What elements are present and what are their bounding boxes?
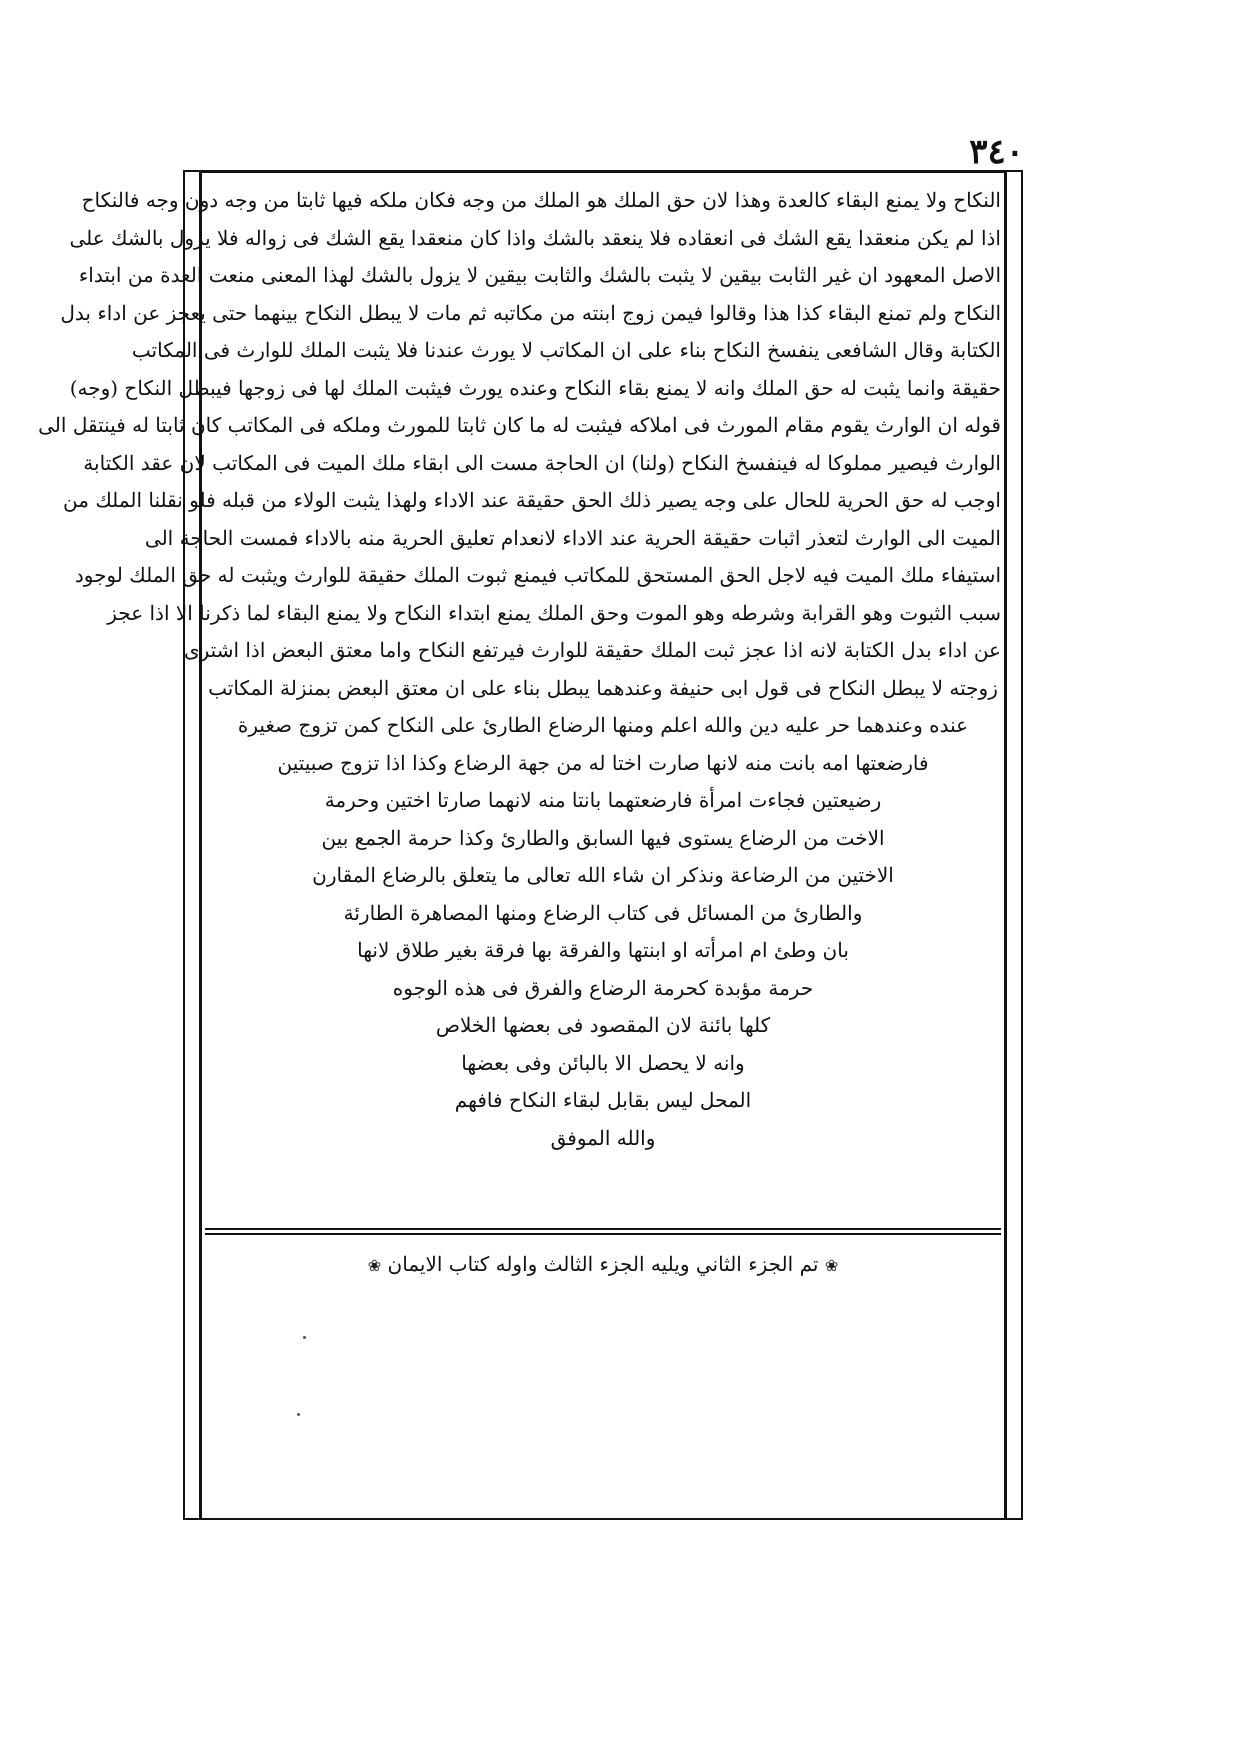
text-line: اوجب له حق الحرية للحال على وجه يصير ذلك الحق حقيقة عند الاداء ولهذا يثبت الولاء من قبله فلو نقلنا الملك من — [63, 488, 1001, 512]
text-line: حقيقة وانما يثبت له حق الملك وانه لا يمنع بقاء النكاح وعنده يورث فيثبت الملك لها فى زوجها فيبطل النكاح (وجه) — [69, 375, 1001, 400]
divider-rule — [205, 1228, 1001, 1230]
text-line: الكتابة وقال الشافعى ينفسخ النكاح بناء على ان المكاتب لا يورث عندنا فلا يثبت الملك للوارث فى المكاتب — [131, 338, 1001, 362]
tapered-text-line: زوجته لا يبطل النكاح فى قول ابى حنيفة وعندهما يبطل بناء على ان معتق البعض بمنزلة المكاتب — [208, 675, 998, 700]
colophon — [205, 1252, 1001, 1276]
text-line: سبب الثبوت وهو القرابة وشرطه وهو الموت وحق الملك يمنع ابتداء النكاح ولا يمنع البقاء لما ذكرنا الا اذا عجز — [107, 600, 1001, 625]
ornament-icon: ❀ — [824, 1256, 839, 1275]
text-line: اذا لم يكن منعقدا يقع الشك فى انعقاده فلا ينعقد بالشك واذا كان منعقدا يقع الشك فى زواله فلا يزول بالشك على — [69, 225, 1001, 250]
tapered-text-line: رضيعتين فجاءت امرأة فارضعتهما بانتا منه لانهما صارتا اختين وحرمة — [324, 788, 882, 812]
tapered-text-line: الاختين من الرضاعة ونذكر ان شاء الله تعالى ما يتعلق بالرضاع المقارن — [312, 863, 894, 887]
tapered-text-line: والله الموفق — [550, 1125, 656, 1150]
tapered-text-line: والطارئ من المسائل فى كتاب الرضاع ومنها المصاهرة الطارئة — [343, 900, 863, 925]
text-line: استيفاء ملك الميت فيه لاجل الحق المستحق للمكاتب فيمنع ثبوت الملك حقيقة للوارث ويثبت له حق الملك لوجود — [74, 563, 1001, 587]
text-line: الوارث فيصير مملوكا له فينفسخ النكاح (ولنا) ان الحاجة مست الى ابقاء ملك الميت فى المكاتب لان عقد الكتابة — [83, 450, 1001, 475]
tapered-text-line: فارضعتها امه بانت منه لانها صارت اختا له من جهة الرضاع وكذا اذا تزوج صبيتين — [277, 750, 929, 775]
speck — [303, 1336, 306, 1339]
ornament-icon: ❀ — [367, 1256, 382, 1275]
main-text — [38, 182, 1001, 1157]
speck — [297, 1413, 300, 1416]
divider-rule — [205, 1233, 1001, 1235]
text-line: النكاح ولم تمنع البقاء كذا هذا وقالوا فيمن زوج ابنته من مكاتبه ثم مات لا يبطل النكاح بينهما حتى يعجز عن اداء بدل — [60, 300, 1001, 325]
tapered-text-line: عن اداء بدل الكتابة لانه اذا عجز ثبت الملك حقيقة للوارث فيرتفع النكاح واما معتق البعض اذا اشترى — [183, 638, 1001, 662]
tapered-text-line: وانه لا يحصل الا بالبائن وفى بعضها — [461, 1050, 745, 1075]
tapered-text-line: كلها بائنة لان المقصود فى بعضها الخلاص — [435, 1013, 771, 1037]
text-line: الاصل المعهود ان غير الثابت بيقين لا يثبت بالشك والثابت بيقين لا يزول بالشك لهذا المعنى منعت العدة من ابتداء — [78, 263, 1001, 287]
page-number: ۳٤۰ — [969, 132, 1024, 172]
tapered-text-line: المحل ليس بقابل لبقاء النكاح فافهم — [454, 1088, 752, 1112]
tapered-text-line: حرمة مؤبدة كحرمة الرضاع والفرق فى هذه الوجوه — [392, 975, 814, 1000]
tapered-text-line: عنده وعندهما حر عليه دين والله اعلم ومنها الرضاع الطارئ على النكاح كمن تزوج صغيرة — [237, 713, 969, 737]
text-line: الميت الى الوارث لتعذر اثبات حقيقة الحرية عند الاداء لانعدام تعليق الحرية منه بالاداء فمست الحاجة الى — [144, 525, 1001, 550]
tapered-text-line: بان وطئ ام امرأته او ابنتها والفرقة بها فرقة بغير طلاق لانها — [357, 938, 849, 962]
tapered-text-line: الاخت من الرضاع يستوى فيها السابق والطارئ وكذا حرمة الجمع بين — [321, 825, 885, 850]
colophon-text: تم الجزء الثاني ويليه الجزء الثالث واوله كتاب الايمان — [387, 1252, 819, 1276]
text-line: النكاح ولا يمنع البقاء كالعدة وهذا لان حق الملك هو الملك من وجه فكان ملكه فيها ثابتا من وجه دون وجه فالنكاح — [81, 188, 1001, 212]
text-line: قوله ان الوارث يقوم مقام المورث فى املاكه فيثبت له ما كان ثابتا للمورث وملكه فى المكاتب كان ثابتا له فينتقل الى — [38, 413, 1001, 437]
